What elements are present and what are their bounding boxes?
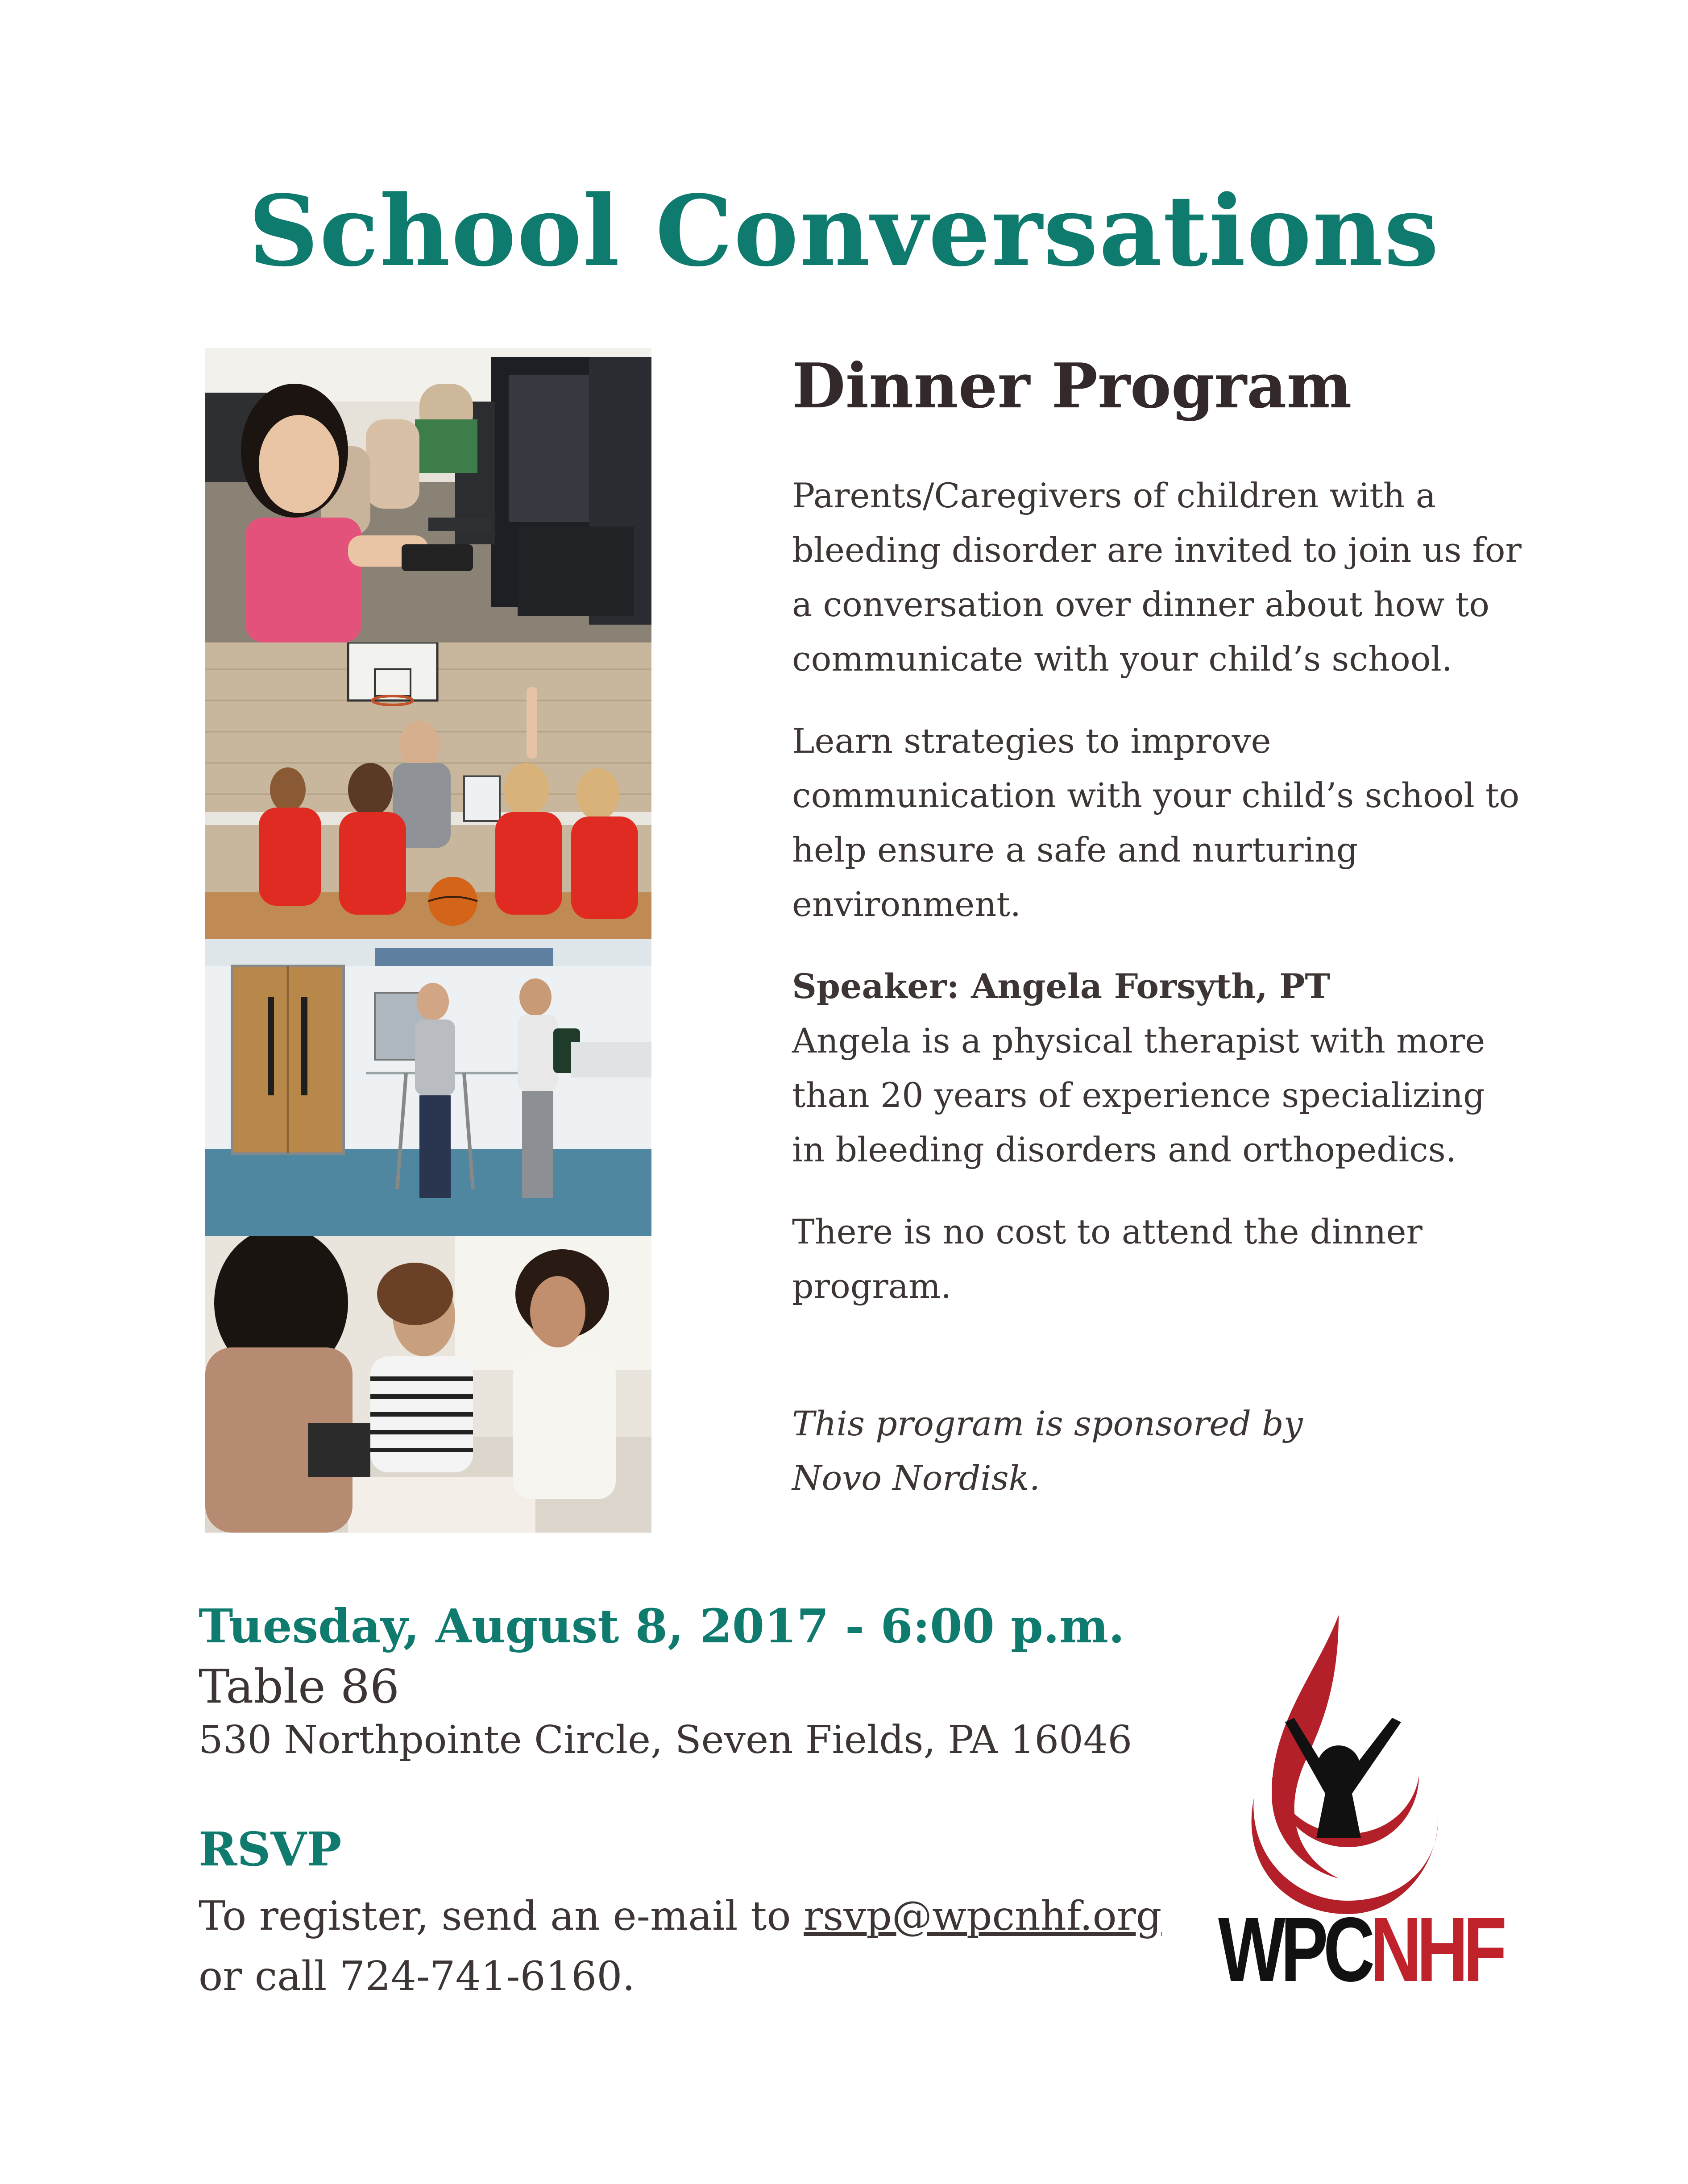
school-hallway-photo (205, 939, 651, 1236)
rsvp-instructions (199, 1887, 1161, 1945)
parent-meeting-photo (205, 1236, 651, 1533)
rsvp-phone: or call 724-741-6160. (199, 1953, 635, 2000)
event-address: 530 Northpointe Circle, Seven Fields, PA 16046 (199, 1718, 1132, 1762)
event-date-time: Tuesday, August 8, 2017 - 6:00 p.m. (199, 1599, 1125, 1654)
rsvp-prefix: To register, send an e-mail to (199, 1893, 804, 1939)
strategies-paragraph: Learn strategies to improve communication with your child’s school to help ensure a safe and nurturing environment. (792, 721, 1520, 924)
computer-lab-photo (205, 348, 651, 642)
program-subtitle: Dinner Program (792, 349, 1352, 422)
cost-paragraph: There is no cost to attend the dinner program. (792, 1212, 1423, 1306)
speaker-bio: Angela is a physical therapist with more than 20 years of experience specializing in bleeding disorders and orthopedics. (792, 1021, 1485, 1169)
sponsor-line-1: This program is sponsored by (792, 1404, 1303, 1443)
page-title: School Conversations (248, 174, 1440, 288)
program-details (792, 348, 1522, 1498)
logo-text-nhf: NHF (1370, 1898, 1502, 2001)
logo-text-wpc: WPC (1218, 1898, 1370, 2001)
intro-paragraph: Parents/Caregivers of children with a bleeding disorder are invited to join us for a conversation over dinner about how to communicate with your child’s school. (792, 476, 1522, 679)
photo-column (205, 348, 651, 1533)
event-venue: Table 86 (199, 1659, 400, 1714)
gym-class-photo (205, 642, 651, 939)
sponsor-line-2: Novo Nordisk. (792, 1458, 1040, 1498)
rsvp-email-link[interactable]: rsvp@wpcnhf.org (804, 1893, 1162, 1939)
speaker-heading: Speaker: Angela Forsyth, PT (792, 966, 1330, 1006)
sponsor-note (792, 1397, 1528, 1505)
logo-wordmark (1218, 1898, 1502, 2001)
rsvp-heading: RSVP (199, 1822, 342, 1877)
